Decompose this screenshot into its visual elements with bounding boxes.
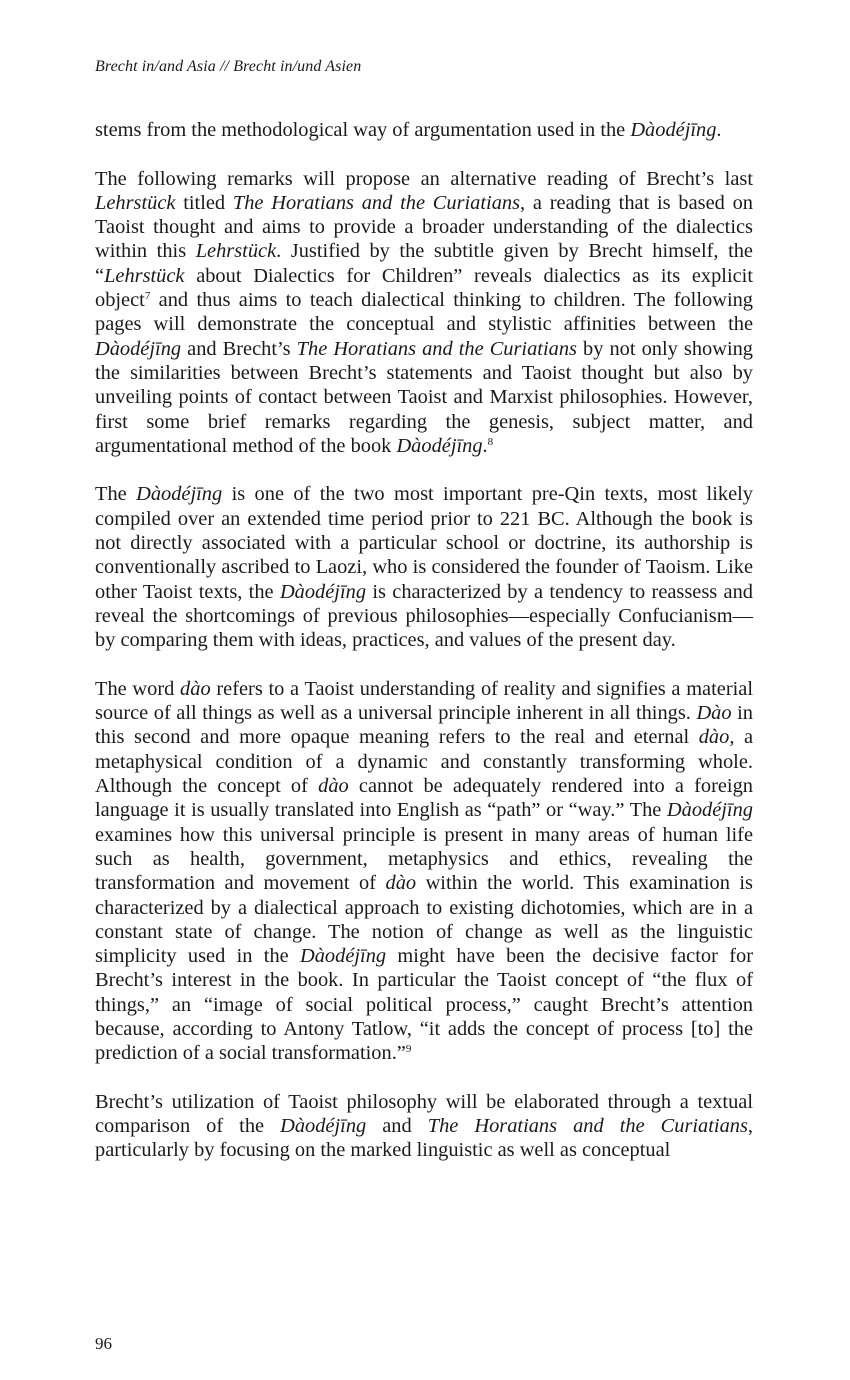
text-run: . (716, 119, 722, 141)
paragraph-1 (95, 118, 753, 142)
text-run: titled (175, 191, 233, 214)
italic-term: Lehrstück (95, 191, 176, 214)
text-run: cannot be adequately rendered into a foreign language it is usually translated into English as “path” or “way.” The (95, 775, 753, 822)
text-run: Brecht’s utilization of Taoist philosophy will be elaborated through a textual comparison of the (95, 1090, 753, 1138)
text-run: , a reading that is based on Taoist thought and aims to provide a broader understanding of the dialectics within this (95, 191, 753, 263)
text-run: examines how this universal principle is present in many areas of human life such as health, government, metaphysics and ethics, revealing the transformation and movement of (95, 823, 753, 895)
text-run: in this second and more opaque meaning refers to the real and eternal (95, 702, 753, 749)
italic-term: Lehrstück (104, 264, 185, 287)
italic-term: Lehrstück (195, 240, 277, 263)
footnote-ref: 9 (405, 1043, 412, 1056)
italic-term: dào (698, 726, 730, 749)
italic-term: Dàodéjīng (396, 434, 483, 457)
text-run: about Dialectics for Children” reveals dialectics as its explicit object (95, 264, 753, 312)
text-run: is characterized by a tendency to reassess and reveal the shortcomings of previous philosophies—especially Confucianism—by comparing them with ideas, practices, and values of the present day. (95, 580, 753, 652)
text-run: The following remarks will propose an alternative reading of Brecht’s last (95, 167, 753, 190)
footnote-ref: 7 (144, 290, 151, 303)
italic-term: dào (318, 775, 349, 798)
italic-term: Dàodéjīng (280, 1115, 367, 1138)
italic-term: Dàodéjīng (630, 119, 717, 141)
footnote-ref: 8 (487, 435, 494, 448)
body-text (95, 118, 753, 1163)
text-run: and Brecht’s (181, 337, 297, 360)
italic-term: dào (385, 872, 417, 895)
text-run: The word (95, 677, 181, 700)
text-run: within the world. This examination is characterized by a dialectical approach to existing dichotomies, which are in a constant state of change. The notion of change as well as the linguistic simplicity used in the (95, 872, 753, 968)
text-run: , a metaphysical condition of a dynamic and constantly transforming whole. Although the concept of (95, 726, 754, 798)
text-run: . Justified by the subtitle given by Brecht himself, the “ (95, 240, 753, 287)
text-run: refers to a Taoist understanding of reality and signifies a material source of all things as well as a universal principle inherent in all things. (95, 677, 753, 725)
running-header: Brecht in/and Asia // Brecht in/und Asien (95, 58, 362, 75)
paragraph-3 (95, 482, 753, 652)
italic-term: The Horatians and the Curiatians (232, 191, 521, 214)
text-run: , particularly by focusing on the marked linguistic as well as conceptual (95, 1115, 754, 1162)
italic-term: Dào (696, 702, 732, 725)
text-run: The (95, 483, 137, 506)
italic-term: Dàodéjīng (95, 337, 182, 360)
italic-term: Dàodéjīng (136, 483, 223, 506)
italic-term: Dàodéjīng (300, 945, 387, 968)
italic-term: dào (180, 677, 211, 700)
text-run: by not only showing the similarities between Brecht’s statements and Taoist thought but also by unveiling points of contact between Taoist and Marxist philosophies. However, first some brief remarks regarding the genesis, subject matter, and argumentational method of the book (95, 337, 753, 457)
text-run: stems from the methodological way of argumentation used in the (95, 119, 631, 141)
paragraph-4 (95, 677, 753, 1066)
text-run: . (482, 434, 488, 457)
text-run: and thus aims to teach dialectical thinking to children. The following pages will demonstrate the conceptual and stylistic affinities between the (95, 289, 753, 336)
italic-term: Dàodéjīng (666, 799, 753, 822)
text-run: might have been the decisive factor for Brecht’s interest in the book. In particular the Taoist concept of “the flux of things,” an “image of social political process,” caught Brecht’s attention because, according to Antony Tatlow, “it adds the concept of process [to] the prediction of a social transformation.” (95, 945, 753, 1065)
paragraph-2 (95, 167, 753, 459)
page-number: 96 (95, 1334, 112, 1353)
italic-term: The Horatians and the Curiatians (296, 337, 577, 360)
paragraph-5 (95, 1090, 753, 1163)
italic-term: The Horatians and the Curiatians (427, 1115, 748, 1138)
text-run: and (366, 1115, 428, 1138)
italic-term: Dàodéjīng (279, 580, 367, 603)
text-run: is one of the two most important pre-Qin texts, most likely compiled over an extended time period prior to 221 BC. Although the book is not directly associated with a particular school or doctrine, its authorship is conventionally ascribed to Laozi, who is considered the founder of Taoism. Like other Taoist texts, the (95, 483, 753, 603)
